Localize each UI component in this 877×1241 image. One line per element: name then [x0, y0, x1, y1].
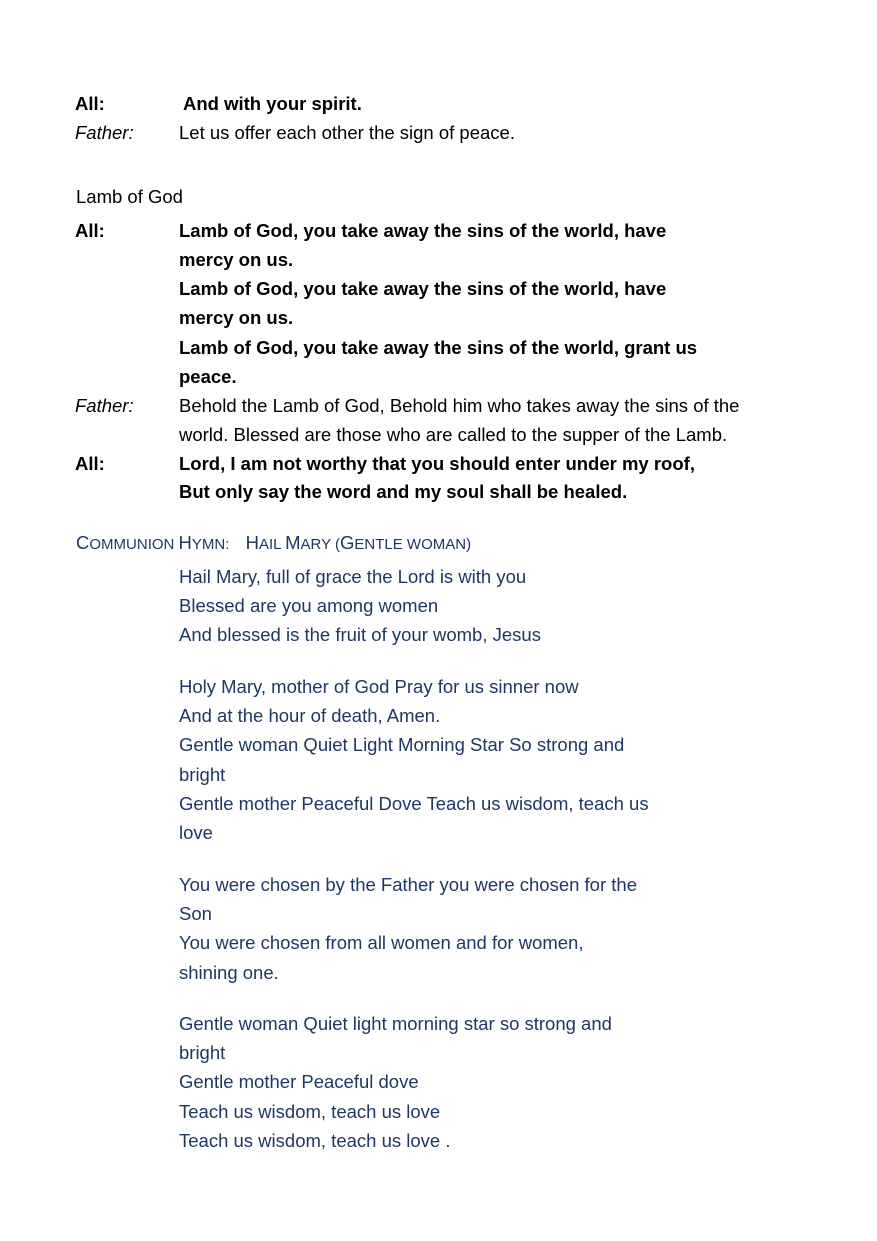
hymn-line: Gentle woman Quiet light morning star so strong and — [179, 1013, 612, 1034]
hymn-stanza — [179, 562, 541, 650]
prayer-line: mercy on us. — [179, 307, 294, 328]
hymn-line: Blessed are you among women — [179, 595, 439, 617]
prayer-line: Lamb of God, you take away the sins of the world, grant us — [179, 337, 698, 358]
response-text: And with your spirit. — [183, 93, 362, 114]
speaker-label: All: — [75, 220, 105, 241]
hymn-line: Gentle woman Quiet Light Morning Star So strong and — [179, 734, 625, 756]
hymn-line: bright — [179, 763, 226, 785]
prayer-line: Lord, I am not worthy that you should enter under my roof, — [179, 453, 695, 474]
hymn-line: And at the hour of death, Amen. — [179, 705, 441, 727]
section-heading: Lamb of God — [76, 186, 183, 207]
prayer-text: Let us offer each other the sign of peace. — [179, 122, 515, 143]
hymn-line: And blessed is the fruit of your womb, Jesus — [179, 624, 541, 646]
hymn-line: You were chosen from all women and for women, — [179, 932, 584, 954]
speaker-label: All: — [75, 93, 105, 114]
hymn-stanza — [179, 1009, 612, 1155]
hymn-line: Teach us wisdom, teach us love . — [179, 1129, 451, 1151]
prayer-line: world. Blessed are those who are called to the supper of the Lamb. — [179, 424, 728, 445]
hymn-line: Son — [179, 903, 212, 925]
hymn-line: Gentle mother Peaceful dove — [179, 1071, 419, 1093]
hymn-stanza — [179, 870, 637, 987]
hymn-line: love — [179, 822, 213, 844]
hymn-title: HAIL MARY (GENTLE WOMAN) — [245, 532, 472, 553]
hymn-line: shining one. — [179, 961, 279, 983]
prayer-line: peace. — [179, 366, 237, 387]
prayer-line: Lamb of God, you take away the sins of the world, have — [179, 220, 667, 241]
speaker-label: Father: — [75, 395, 134, 416]
communion-hymn-heading: COMMUNION HYMN: HAIL MARY (GENTLE WOMAN) — [76, 532, 472, 553]
hymn-line: You were chosen by the Father you were chosen for the — [179, 874, 637, 895]
prayer-line: mercy on us. — [179, 249, 294, 270]
hymn-line: Holy Mary, mother of God Pray for us sinner now — [179, 676, 579, 697]
hymn-line: Teach us wisdom, teach us love — [179, 1100, 441, 1122]
hymn-line: Hail Mary, full of grace the Lord is with you — [179, 566, 527, 587]
prayer-line: Behold the Lamb of God, Behold him who takes away the sins of the — [179, 395, 740, 416]
hymn-line: bright — [179, 1042, 226, 1064]
hymn-line: Gentle mother Peaceful Dove Teach us wisdom, teach us — [179, 792, 649, 814]
prayer-line: But only say the word and my soul shall be healed. — [179, 481, 628, 502]
speaker-label: Father: — [75, 122, 134, 143]
speaker-label: All: — [75, 453, 105, 474]
prayer-line: Lamb of God, you take away the sins of the world, have — [179, 278, 667, 299]
hymn-stanza — [179, 672, 649, 847]
